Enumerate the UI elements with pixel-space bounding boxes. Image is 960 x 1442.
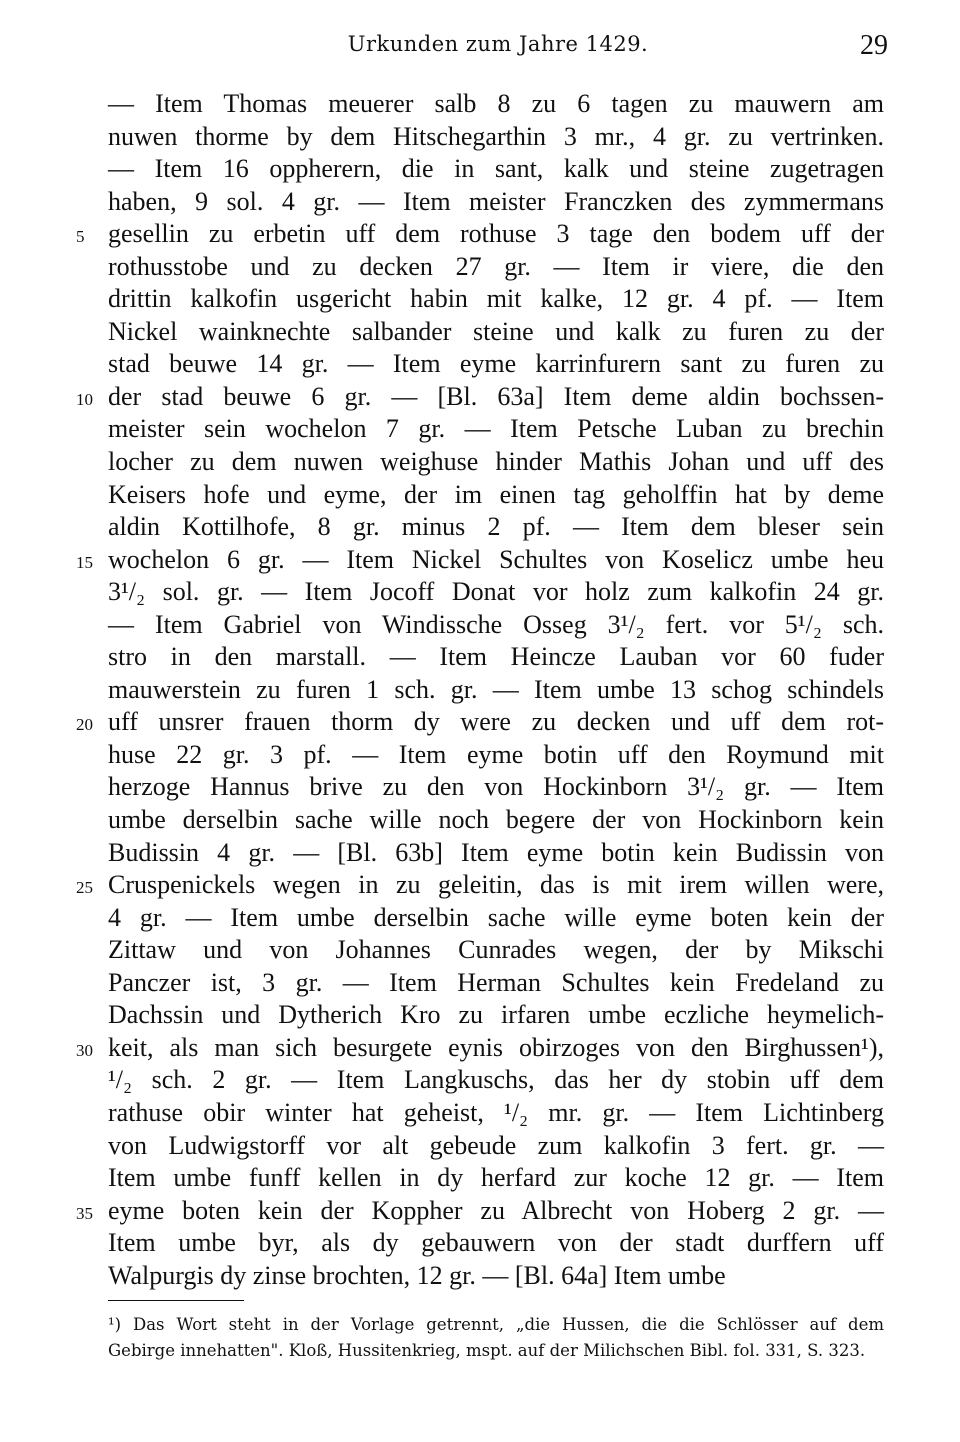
- line-text: Nickel wainknechte salbander steine und kalk zu furen zu der: [108, 316, 884, 346]
- line-text: Dachssin und Dytherich Kro zu irfaren umbe eczliche heymelich-: [108, 1000, 884, 1030]
- line-text: eyme boten kein der Koppher zu Albrecht von Hoberg 2 gr. —: [108, 1195, 884, 1225]
- text-line: [0, 999, 960, 1032]
- text-line: [0, 1227, 960, 1260]
- line-text: — Item Thomas meuerer salb 8 zu 6 tagen zu mauwern am: [108, 89, 884, 118]
- text-line: [0, 186, 960, 219]
- text-line: [0, 641, 960, 674]
- text-line: [0, 479, 960, 512]
- line-text: herzoge Hannus brive zu den von Hockinborn 3¹/₂ gr. — Item: [108, 772, 884, 802]
- line-number: 20: [76, 715, 93, 735]
- text-line: [0, 88, 960, 121]
- line-text: drittin kalkofin usgericht habin mit kalke, 12 gr. 4 pf. — Item: [108, 284, 884, 314]
- footnote-rule: [108, 1300, 244, 1301]
- line-text: 4 gr. — Item umbe derselbin sache wille eyme boten kein der: [108, 902, 884, 932]
- text-line: [0, 251, 960, 284]
- text-line: [0, 283, 960, 316]
- line-text: keit, als man sich besurgete eynis obirzoges von den Birghussen¹),: [108, 1032, 884, 1062]
- line-text: aldin Kottilhofe, 8 gr. minus 2 pf. — Item dem bleser sein: [108, 512, 884, 542]
- line-text: rathuse obir winter hat geheist, ¹/₂ mr. gr. — Item Lichtinberg: [108, 1097, 884, 1127]
- line-text: locher zu dem nuwen weighuse hinder Mathis Johan und uff des: [108, 447, 884, 477]
- body-text: [0, 88, 960, 1292]
- line-text: 3¹/₂ sol. gr. — Item Jocoff Donat vor holz zum kalkofin 24 gr.: [108, 577, 884, 607]
- line-number: 35: [76, 1203, 93, 1223]
- text-line: [0, 511, 960, 544]
- text-line: [0, 609, 960, 642]
- line-number: 5: [76, 227, 85, 247]
- line-text: huse 22 gr. 3 pf. — Item eyme botin uff den Roymund mit: [108, 739, 884, 769]
- line-text: Panczer ist, 3 gr. — Item Herman Schultes kein Fredeland zu: [108, 967, 884, 997]
- text-line: [0, 771, 960, 804]
- text-line: [0, 446, 960, 479]
- text-line: [0, 1195, 960, 1228]
- footnote-line: ¹) Das Wort steht in der Vorlage getrennt, „die Hussen, die die Schlösser auf dem: [108, 1315, 884, 1334]
- line-number: 30: [76, 1040, 93, 1060]
- line-text: Walpurgis dy zinse brochten, 12 gr. — [Bl. 64a] Item umbe: [108, 1260, 726, 1290]
- line-text: uff unsrer frauen thorm dy were zu decken und uff dem rot-: [108, 707, 884, 737]
- line-text: wochelon 6 gr. — Item Nickel Schultes von Koselicz umbe heu: [108, 544, 884, 574]
- line-text: Cruspenickels wegen in zu geleitin, das is mit irem willen were,: [108, 870, 884, 900]
- footnote: [108, 1312, 884, 1364]
- line-text: mauwerstein zu furen 1 sch. gr. — Item umbe 13 schog schindels: [108, 674, 884, 704]
- line-number: 25: [76, 878, 93, 898]
- line-text: gesellin zu erbetin uff dem rothuse 3 tage den bodem uff der: [108, 219, 884, 249]
- line-text: der stad beuwe 6 gr. — [Bl. 63a] Item deme aldin bochssen-: [108, 381, 884, 411]
- line-text: Item umbe byr, als dy gebauwern von der stadt durffern uff: [108, 1228, 884, 1258]
- text-line: [0, 934, 960, 967]
- text-line: [0, 348, 960, 381]
- line-text: Item umbe funff kellen in dy herfard zur koche 12 gr. — Item: [108, 1163, 884, 1193]
- running-head: Urkunden zum Jahre 1429.: [347, 32, 649, 56]
- text-line: [0, 544, 960, 577]
- text-line: [0, 576, 960, 609]
- line-text: Zittaw und von Johannes Cunrades wegen, der by Mikschi: [108, 935, 884, 965]
- text-line: [0, 1162, 960, 1195]
- line-number: 15: [76, 552, 93, 572]
- text-line: [0, 804, 960, 837]
- line-text: nuwen thorme by dem Hitschegarthin 3 mr., 4 gr. zu vertrinken.: [108, 121, 884, 151]
- line-text: von Ludwigstorff vor alt gebeude zum kalkofin 3 fert. gr. —: [108, 1130, 884, 1160]
- text-line: [0, 1032, 960, 1065]
- line-text: — Item 16 oppherern, die in sant, kalk und steine zugetragen: [108, 154, 884, 184]
- line-text: stro in den marstall. — Item Heincze Lauban vor 60 fuder: [108, 642, 884, 672]
- text-line: [0, 1130, 960, 1163]
- line-number: 10: [76, 389, 93, 409]
- page-number: 29: [860, 30, 888, 61]
- line-text: meister sein wochelon 7 gr. — Item Petsche Luban zu brechin: [108, 414, 884, 444]
- text-line: [0, 1064, 960, 1097]
- text-line: [0, 837, 960, 870]
- text-line: [0, 121, 960, 154]
- line-text: stad beuwe 14 gr. — Item eyme karrinfurern sant zu furen zu: [108, 349, 884, 379]
- line-text: ¹/₂ sch. 2 gr. — Item Langkuschs, das her dy stobin uff dem: [108, 1065, 884, 1095]
- text-line: [0, 1097, 960, 1130]
- text-line: [0, 218, 960, 251]
- line-text: umbe derselbin sache wille noch begere der von Hockinborn kein: [108, 805, 884, 835]
- text-line: [0, 413, 960, 446]
- line-text: — Item Gabriel von Windissche Osseg 3¹/₂ fert. vor 5¹/₂ sch.: [108, 609, 884, 639]
- text-line: [0, 869, 960, 902]
- text-line: [0, 1260, 960, 1293]
- line-text: haben, 9 sol. 4 gr. — Item meister Franczken des zymmermans: [108, 186, 884, 216]
- line-text: Keisers hofe und eyme, der im einen tag geholffin hat by deme: [108, 479, 884, 509]
- footnote-line: Gebirge innehatten". Kloß, Hussitenkrieg, mspt. auf der Milichschen Bibl. fol. 331, S. 323.: [108, 1341, 866, 1360]
- text-line: [0, 381, 960, 414]
- text-line: [0, 967, 960, 1000]
- text-line: [0, 674, 960, 707]
- text-line: [0, 153, 960, 186]
- text-line: [0, 316, 960, 349]
- text-line: [0, 739, 960, 772]
- page-header: [108, 30, 888, 66]
- line-text: Budissin 4 gr. — [Bl. 63b] Item eyme botin kein Budissin von: [108, 837, 884, 867]
- text-line: [0, 706, 960, 739]
- line-text: rothusstobe und zu decken 27 gr. — Item ir viere, die den: [108, 251, 884, 281]
- text-line: [0, 902, 960, 935]
